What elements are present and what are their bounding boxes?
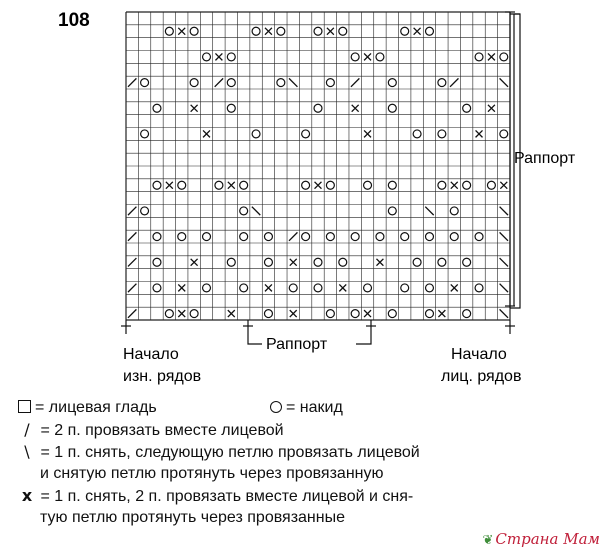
yarn-over-symbol (165, 310, 173, 318)
yarn-over-symbol (426, 233, 434, 241)
yarn-over-symbol (215, 181, 223, 189)
watermark: ❦ Страна Мам (482, 530, 600, 548)
ssk-symbol (500, 309, 508, 317)
legend-knit: = лицевая гладь (18, 398, 157, 418)
legend-yarn-over: = накид (270, 398, 343, 418)
square-icon (18, 400, 31, 413)
k2tog-symbol (128, 258, 136, 266)
yarn-over-symbol (141, 130, 149, 138)
yarn-over-symbol (264, 258, 272, 266)
yarn-over-symbol (413, 130, 421, 138)
yarn-over-symbol (277, 79, 285, 87)
yarn-over-symbol (463, 104, 471, 112)
yarn-over-symbol (475, 233, 483, 241)
circle-icon (270, 401, 282, 413)
sk2p-symbol (451, 284, 458, 291)
yarn-over-symbol (426, 310, 434, 318)
sk2p-symbol (500, 182, 507, 189)
yarn-over-symbol (190, 79, 198, 87)
yarn-over-symbol (190, 27, 198, 35)
sk2p-symbol (215, 53, 222, 60)
yarn-over-symbol (240, 181, 248, 189)
yarn-over-symbol (153, 258, 161, 266)
yarn-over-symbol (487, 181, 495, 189)
sk2p-symbol (352, 105, 359, 112)
yarn-over-symbol (388, 104, 396, 112)
yarn-over-symbol (388, 79, 396, 87)
sk2p-symbol (488, 53, 495, 60)
yarn-over-symbol (289, 284, 297, 292)
sk2p-symbol (178, 310, 185, 317)
sk2p-symbol (191, 259, 198, 266)
sk2p-symbol (191, 105, 198, 112)
yarn-over-symbol (203, 53, 211, 61)
yarn-over-symbol (227, 79, 235, 87)
yarn-over-symbol (351, 233, 359, 241)
yarn-over-symbol (141, 79, 149, 87)
yarn-over-symbol (401, 233, 409, 241)
start-right-side-label-2: лиц. рядов (441, 368, 522, 385)
yarn-over-symbol (227, 104, 235, 112)
yarn-over-symbol (302, 233, 310, 241)
legend-ssk-cont: и снятую петлю протянуть через провязанную (40, 465, 384, 482)
k2tog-symbol (289, 232, 297, 240)
yarn-over-symbol (500, 53, 508, 61)
legend-sk2p: x = 1 п. снять, 2 п. провязать вместе лицевой и сня- (18, 486, 413, 507)
yarn-over-symbol (426, 284, 434, 292)
yarn-over-symbol (165, 27, 173, 35)
k2tog-symbol (351, 78, 359, 86)
k2tog-symbol (128, 207, 136, 215)
ssk-symbol (500, 78, 508, 86)
sk2p-symbol (364, 310, 371, 317)
sk2p-symbol (265, 284, 272, 291)
sk2p-symbol (265, 28, 272, 35)
yarn-over-symbol (326, 310, 334, 318)
chart-symbols (128, 27, 508, 318)
sprout-icon: ❦ (482, 533, 494, 548)
k2tog-symbol (215, 78, 223, 86)
sk2p-symbol (228, 182, 235, 189)
yarn-over-symbol (326, 181, 334, 189)
yarn-over-symbol (227, 258, 235, 266)
k2tog-symbol (128, 309, 136, 317)
yarn-over-symbol (252, 130, 260, 138)
ssk-symbol (500, 258, 508, 266)
ssk-symbol (289, 78, 297, 86)
yarn-over-symbol (264, 233, 272, 241)
ssk-symbol (425, 207, 433, 215)
yarn-over-symbol (438, 130, 446, 138)
yarn-over-symbol (277, 27, 285, 35)
yarn-over-symbol (153, 233, 161, 241)
yarn-over-symbol (401, 27, 409, 35)
sk2p-symbol (364, 53, 371, 60)
yarn-over-symbol (364, 284, 372, 292)
backslash-icon: \ (24, 442, 30, 461)
yarn-over-symbol (500, 130, 508, 138)
legend-sk2p-cont: тую петлю протянуть через провязанные (40, 509, 345, 526)
k2tog-symbol (128, 78, 136, 86)
sk2p-symbol (315, 182, 322, 189)
cross-icon: x (21, 486, 33, 505)
yarn-over-symbol (314, 258, 322, 266)
yarn-over-symbol (376, 53, 384, 61)
yarn-over-symbol (314, 27, 322, 35)
yarn-over-symbol (438, 79, 446, 87)
sk2p-symbol (203, 130, 210, 137)
k2tog-symbol (128, 284, 136, 292)
sk2p-symbol (228, 310, 235, 317)
sk2p-symbol (327, 28, 334, 35)
sk2p-symbol (364, 130, 371, 137)
yarn-over-symbol (302, 181, 310, 189)
sk2p-symbol (376, 259, 383, 266)
yarn-over-symbol (351, 53, 359, 61)
yarn-over-symbol (326, 233, 334, 241)
yarn-over-symbol (438, 258, 446, 266)
yarn-over-symbol (463, 310, 471, 318)
yarn-over-symbol (240, 207, 248, 215)
yarn-over-symbol (203, 284, 211, 292)
yarn-over-symbol (426, 27, 434, 35)
yarn-over-symbol (438, 181, 446, 189)
ssk-symbol (500, 284, 508, 292)
yarn-over-symbol (475, 284, 483, 292)
yarn-over-symbol (240, 284, 248, 292)
yarn-over-symbol (450, 207, 458, 215)
yarn-over-symbol (178, 233, 186, 241)
yarn-over-symbol (450, 233, 458, 241)
start-right-side-label-1: Начало (451, 346, 507, 363)
yarn-over-symbol (351, 310, 359, 318)
yarn-over-symbol (376, 233, 384, 241)
sk2p-symbol (451, 182, 458, 189)
slash-icon: / (24, 420, 30, 439)
yarn-over-symbol (240, 233, 248, 241)
yarn-over-symbol (463, 181, 471, 189)
start-wrong-side-label-2: изн. рядов (123, 368, 202, 385)
yarn-over-symbol (388, 310, 396, 318)
k2tog-symbol (128, 232, 136, 240)
sk2p-symbol (178, 284, 185, 291)
yarn-over-symbol (463, 258, 471, 266)
repeat-label-horizontal: Раппорт (266, 336, 328, 353)
sk2p-symbol (290, 310, 297, 317)
yarn-over-symbol (190, 310, 198, 318)
yarn-over-symbol (339, 27, 347, 35)
sk2p-symbol (166, 182, 173, 189)
yarn-over-symbol (339, 258, 347, 266)
sk2p-symbol (438, 310, 445, 317)
yarn-over-symbol (141, 207, 149, 215)
yarn-over-symbol (401, 284, 409, 292)
sk2p-symbol (488, 105, 495, 112)
repeat-label-vertical: Раппорт (514, 150, 576, 167)
yarn-over-symbol (252, 27, 260, 35)
sk2p-symbol (339, 284, 346, 291)
ssk-symbol (500, 232, 508, 240)
chart-grid (126, 12, 510, 320)
sk2p-symbol (290, 259, 297, 266)
yarn-over-symbol (264, 310, 272, 318)
yarn-over-symbol (178, 181, 186, 189)
yarn-over-symbol (388, 207, 396, 215)
legend-k2tog: / = 2 п. провязать вместе лицевой (18, 420, 284, 441)
sk2p-symbol (476, 130, 483, 137)
sk2p-symbol (414, 28, 421, 35)
yarn-over-symbol (314, 284, 322, 292)
yarn-over-symbol (203, 233, 211, 241)
yarn-over-symbol (153, 284, 161, 292)
sk2p-symbol (178, 28, 185, 35)
yarn-over-symbol (227, 53, 235, 61)
yarn-over-symbol (302, 130, 310, 138)
yarn-over-symbol (413, 258, 421, 266)
start-wrong-side-label-1: Начало (123, 346, 179, 363)
k2tog-symbol (450, 78, 458, 86)
ssk-symbol (500, 207, 508, 215)
yarn-over-symbol (475, 53, 483, 61)
yarn-over-symbol (153, 181, 161, 189)
ssk-symbol (252, 207, 260, 215)
yarn-over-symbol (314, 104, 322, 112)
yarn-over-symbol (153, 104, 161, 112)
yarn-over-symbol (364, 181, 372, 189)
yarn-over-symbol (388, 181, 396, 189)
legend-ssk: \ = 1 п. снять, следующую петлю провязать лицевой (18, 442, 420, 463)
chart-number: 108 (58, 10, 90, 31)
yarn-over-symbol (326, 79, 334, 87)
